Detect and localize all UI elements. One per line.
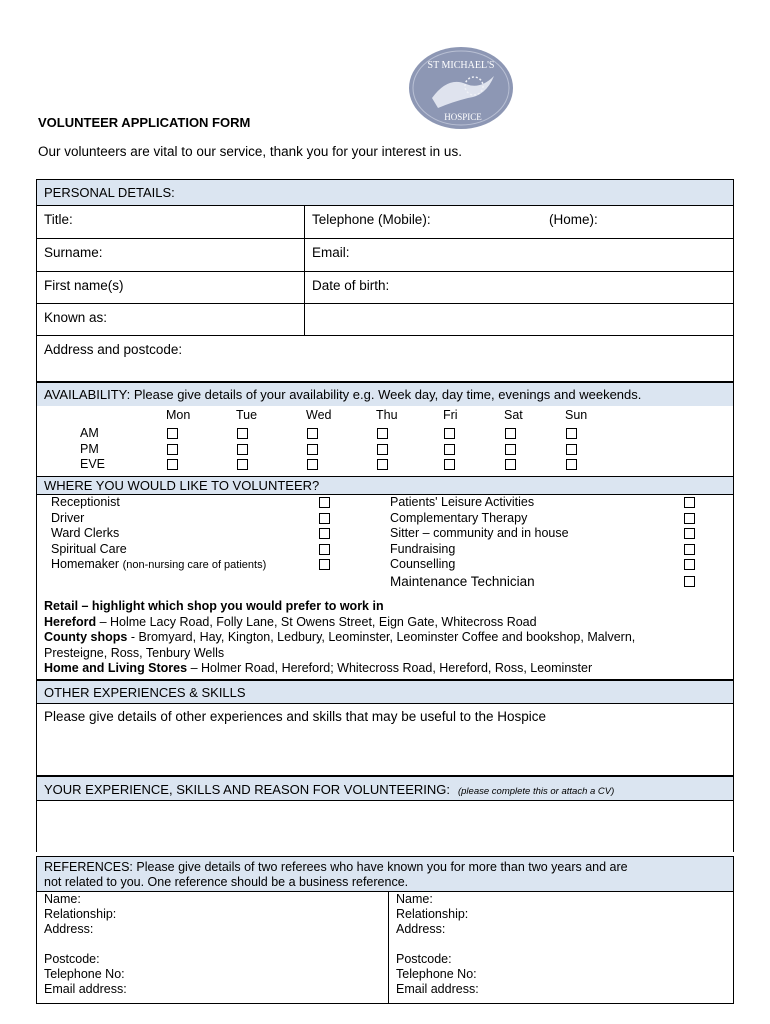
other-skills-section — [36, 680, 734, 776]
role-sitter: Sitter – community and in house — [390, 526, 569, 540]
role-ward-clerks: Ward Clerks — [51, 526, 120, 540]
ref2-email-label: Email address: — [396, 982, 479, 996]
time-label-am: AM — [80, 426, 99, 440]
ref1-name-label: Name: — [44, 892, 81, 906]
references-header-line2: not related to you. One reference should be a business reference. — [44, 875, 409, 889]
experience-title: YOUR EXPERIENCE, SKILLS AND REASON FOR VOLUNTEERING: — [44, 782, 450, 797]
checkbox-sun-eve[interactable] — [566, 459, 577, 470]
checkbox-maintenance[interactable] — [684, 576, 695, 587]
known-as-field[interactable] — [37, 304, 304, 335]
checkbox-wed-eve[interactable] — [307, 459, 318, 470]
mobile-label: Telephone (Mobile): — [312, 212, 431, 227]
experience-field[interactable] — [37, 801, 733, 851]
firstname-label: First name(s) — [44, 278, 124, 293]
references-section — [36, 856, 734, 1004]
references-header — [37, 857, 733, 892]
title-row — [37, 206, 733, 239]
personal-details-header: PERSONAL DETAILS: — [37, 180, 733, 206]
hereford-shops: – Holme Lacy Road, Folly Lane, St Owens Street, Eign Gate, Whitecross Road — [96, 614, 537, 629]
firstname-field[interactable] — [37, 272, 304, 303]
ref2-postcode-label: Postcode: — [396, 952, 452, 966]
role-counselling: Counselling — [390, 557, 456, 571]
known-as-label: Known as: — [44, 310, 108, 325]
day-label-wed: Wed — [306, 408, 332, 422]
time-label-pm: PM — [80, 442, 99, 456]
county-shops-cont: Presteigne, Ross, Tenbury Wells — [44, 645, 225, 660]
retail-hereford — [44, 615, 733, 631]
checkbox-mon-eve[interactable] — [167, 459, 178, 470]
retail-section — [37, 599, 733, 677]
checkbox-thu-eve[interactable] — [377, 459, 388, 470]
retail-heading: Retail – highlight which shop you would prefer to work in — [44, 599, 384, 613]
email-field[interactable] — [304, 239, 733, 271]
homemaker-note: (non-nursing care of patients) — [122, 559, 267, 571]
role-homemaker: Homemaker — [51, 557, 120, 571]
ref1-telephone-label: Telephone No: — [44, 967, 125, 981]
role-maintenance: Maintenance Technician — [390, 573, 535, 589]
availability-grid — [37, 406, 733, 476]
checkbox-tue-am[interactable] — [237, 428, 248, 439]
roles-header: WHERE YOU WOULD LIKE TO VOLUNTEER? — [37, 476, 733, 495]
experience-section — [36, 776, 734, 852]
surname-row — [37, 239, 733, 272]
day-label-mon: Mon — [166, 408, 191, 422]
day-label-sat: Sat — [504, 408, 523, 422]
day-label-tue: Tue — [236, 408, 258, 422]
role-receptionist: Receptionist — [51, 495, 120, 509]
checkbox-wed-pm[interactable] — [307, 444, 318, 455]
logo-text-bottom: HOSPICE — [444, 112, 482, 122]
form-title: VOLUNTEER APPLICATION FORM — [38, 115, 251, 130]
checkbox-spiritual-care[interactable] — [319, 544, 330, 555]
ref2-name-label: Name: — [396, 892, 433, 906]
checkbox-receptionist[interactable] — [319, 497, 330, 508]
role-fundraising: Fundraising — [390, 541, 456, 556]
checkbox-sat-eve[interactable] — [505, 459, 516, 470]
checkbox-wed-am[interactable] — [307, 428, 318, 439]
day-label-fri: Fri — [443, 408, 458, 422]
firstname-row — [37, 272, 733, 304]
time-label-eve: EVE — [80, 457, 106, 471]
role-homemaker-row — [51, 557, 266, 574]
checkbox-sat-pm[interactable] — [505, 444, 516, 455]
referee-1[interactable] — [37, 892, 388, 1003]
checkbox-homemaker[interactable] — [319, 559, 330, 570]
surname-field[interactable] — [37, 239, 304, 271]
checkbox-fri-am[interactable] — [444, 428, 455, 439]
roles-left-checkboxes — [319, 497, 330, 575]
ref1-address-label: Address: — [44, 922, 94, 936]
checkbox-sun-pm[interactable] — [566, 444, 577, 455]
experience-note: (please complete this or attach a CV) — [457, 786, 615, 797]
role-leisure: Patients' Leisure Activities — [390, 495, 535, 509]
checkbox-sat-am[interactable] — [505, 428, 516, 439]
title-label: Title: — [44, 212, 73, 227]
home-phone-label: (Home): — [549, 212, 598, 227]
retail-home — [44, 661, 733, 677]
address-label: Address and postcode: — [44, 342, 183, 357]
ref1-relationship-label: Relationship: — [44, 907, 117, 921]
checkbox-ward-clerks[interactable] — [319, 528, 330, 539]
checkbox-sun-am[interactable] — [566, 428, 577, 439]
ref2-spacer — [396, 937, 733, 952]
roles-right — [390, 495, 569, 590]
references-body — [37, 892, 733, 1003]
ref1-spacer — [44, 937, 388, 952]
ref2-relationship-label: Relationship: — [396, 907, 469, 921]
checkbox-sitter[interactable] — [684, 528, 695, 539]
ref1-postcode-label: Postcode: — [44, 952, 100, 966]
retail-county — [44, 630, 733, 646]
county-label: County shops — [44, 630, 128, 644]
dob-label: Date of birth: — [312, 278, 390, 293]
roles-left — [51, 495, 266, 574]
other-skills-header: OTHER EXPERIENCES & SKILLS — [37, 680, 733, 704]
roles-right-checkboxes — [684, 497, 695, 592]
referee-2[interactable] — [388, 892, 733, 1003]
address-field[interactable] — [37, 336, 733, 381]
checkbox-leisure[interactable] — [684, 497, 695, 508]
role-complementary: Complementary Therapy — [390, 510, 528, 525]
dob-field[interactable] — [304, 272, 733, 303]
role-spiritual-care: Spiritual Care — [51, 541, 127, 556]
checkbox-mon-am[interactable] — [167, 428, 178, 439]
home-label: Home and Living Stores — [44, 661, 188, 675]
ref2-telephone-label: Telephone No: — [396, 967, 477, 981]
title-field[interactable] — [37, 206, 304, 238]
home-stores: – Holmer Road, Hereford; Whitecross Road, Hereford, Ross, Leominster — [187, 661, 593, 675]
known-as-blank — [304, 304, 733, 335]
checkbox-counselling[interactable] — [684, 559, 695, 570]
other-skills-prompt: Please give details of other experiences and skills that may be useful to the Hospice — [44, 709, 547, 724]
telephone-field[interactable] — [304, 206, 733, 238]
email-label: Email: — [312, 245, 350, 260]
references-header-line1: REFERENCES: Please give details of two referees who have known you for more than two years and are — [44, 860, 628, 874]
known-as-row — [37, 304, 733, 336]
experience-header — [37, 776, 733, 801]
checkbox-complementary[interactable] — [684, 513, 695, 524]
logo-text-top: ST MICHAEL'S — [427, 60, 495, 71]
role-driver: Driver — [51, 510, 85, 525]
intro-text: Our volunteers are vital to our service, thank you for your interest in us. — [38, 144, 462, 159]
availability-header: AVAILABILITY: Please give details of your availability e.g. Week day, day time, evenings and weekends. — [37, 383, 733, 406]
checkbox-driver[interactable] — [319, 513, 330, 524]
ref1-email-label: Email address: — [44, 982, 127, 996]
checkbox-fri-pm[interactable] — [444, 444, 455, 455]
checkbox-fundraising[interactable] — [684, 544, 695, 555]
ref2-address-label: Address: — [396, 922, 446, 936]
checkbox-fri-eve[interactable] — [444, 459, 455, 470]
checkbox-tue-pm[interactable] — [237, 444, 248, 455]
other-skills-field[interactable] — [37, 704, 733, 770]
checkbox-mon-pm[interactable] — [167, 444, 178, 455]
hereford-label: Hereford — [44, 614, 97, 629]
county-shops: - Bromyard, Hay, Kington, Ledbury, Leominster, Leominster Coffee and bookshop, Malvern, — [127, 630, 636, 644]
roles-list — [37, 495, 733, 599]
availability-section — [36, 382, 734, 680]
checkbox-thu-am[interactable] — [377, 428, 388, 439]
day-label-sun: Sun — [565, 408, 588, 422]
hospice-logo — [408, 46, 514, 130]
day-label-thu: Thu — [376, 408, 398, 422]
address-row[interactable] — [37, 336, 733, 381]
personal-details-section — [36, 179, 734, 382]
checkbox-tue-eve[interactable] — [237, 459, 248, 470]
checkbox-thu-pm[interactable] — [377, 444, 388, 455]
surname-label: Surname: — [44, 245, 103, 260]
